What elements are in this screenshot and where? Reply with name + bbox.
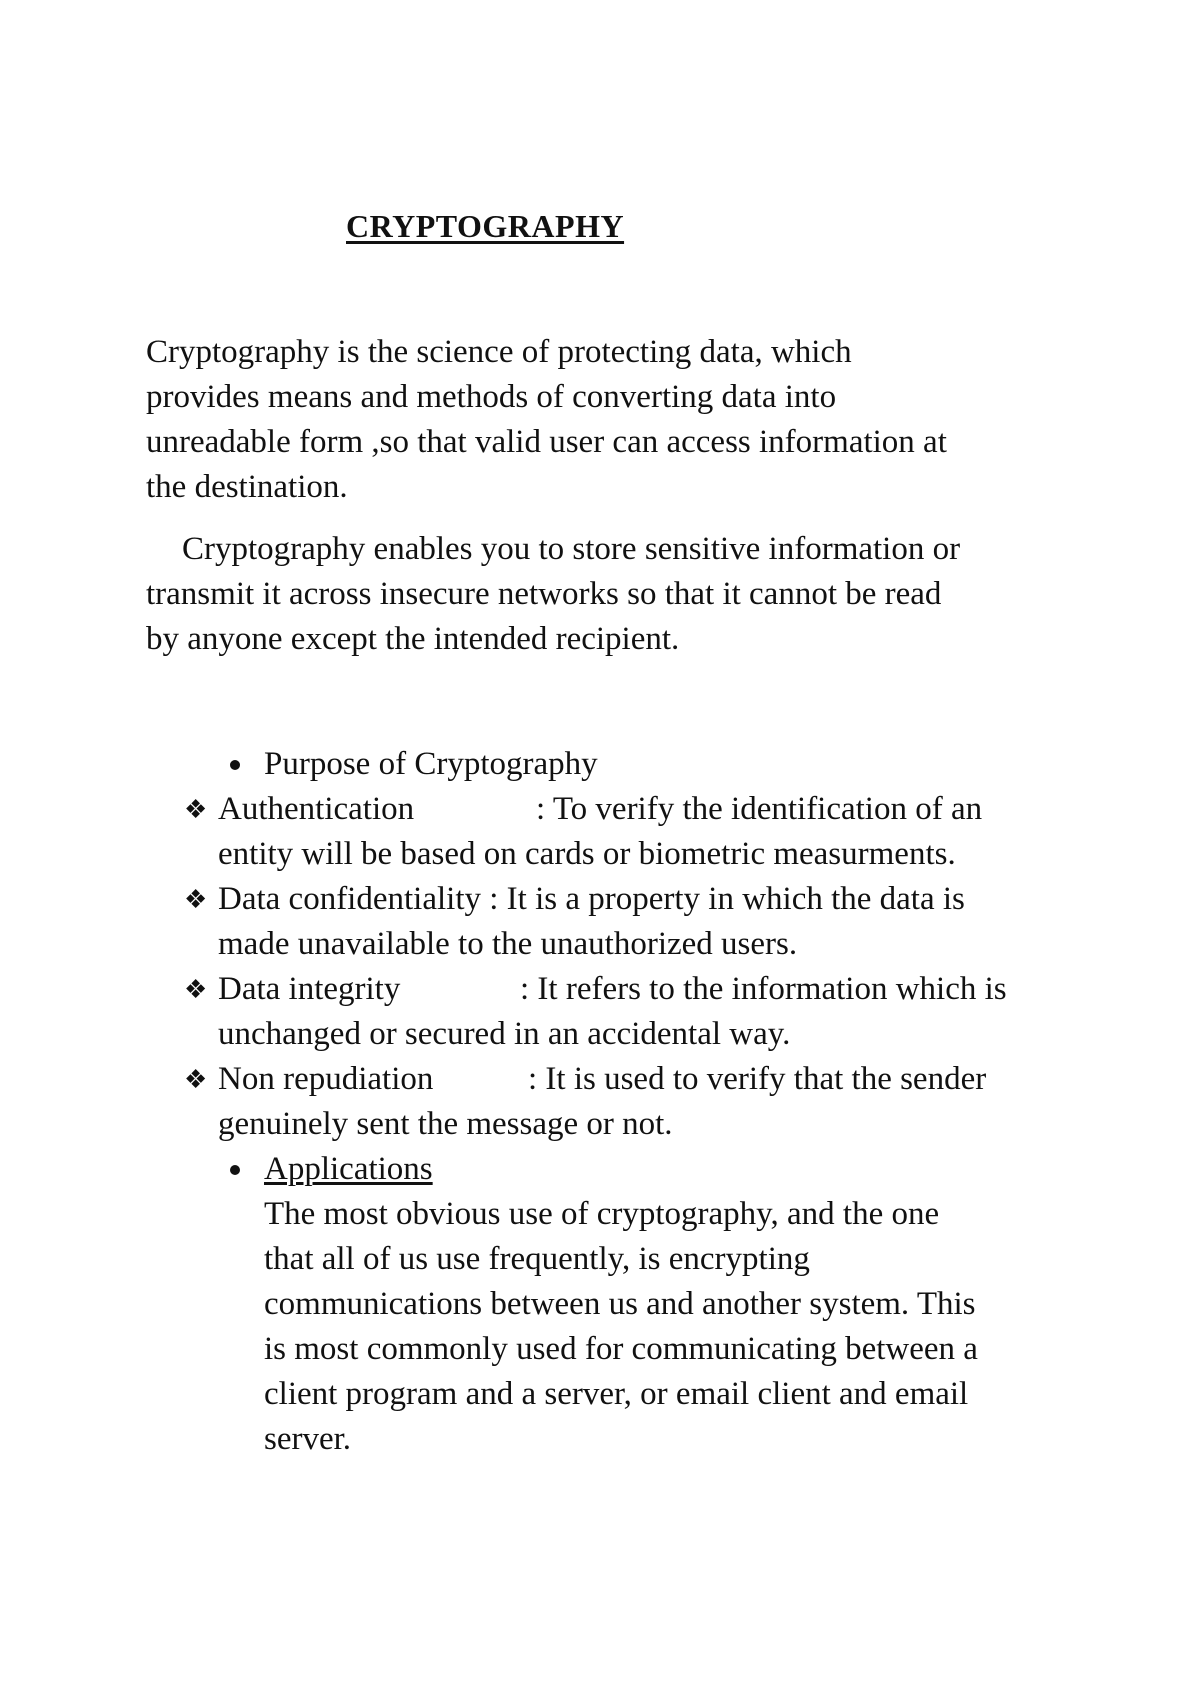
diamond-bullet-icon: ❖ (184, 975, 208, 1004)
intro-line: provides means and methods of converting data into (146, 379, 837, 415)
purpose-term: Authentication (218, 791, 415, 827)
bullet-icon (230, 1165, 240, 1175)
page-title: CRYPTOGRAPHY (346, 208, 625, 244)
applications-paragraph (264, 1192, 978, 1462)
second-paragraph-line: transmit it across insecure networks so that it cannot be read (146, 576, 942, 612)
purpose-description: : It is a property in which the data is (481, 881, 965, 917)
intro-line: Cryptography is the science of protecting data, which (146, 334, 852, 370)
diamond-bullet-icon: ❖ (184, 795, 208, 824)
diamond-bullet-icon: ❖ (184, 1065, 208, 1094)
purpose-item-data-integrity (218, 967, 1007, 1057)
purpose-description: unchanged or secured in an accidental way. (218, 1016, 791, 1052)
bullet-icon (230, 760, 240, 770)
second-paragraph (146, 527, 1076, 662)
applications-line: communications between us and another system. This (264, 1286, 976, 1322)
purpose-term: Non repudiation (218, 1061, 434, 1097)
purpose-description: : It is used to verify that the sender (528, 1061, 987, 1097)
second-paragraph-line: by anyone except the intended recipient. (146, 621, 680, 657)
intro-line: the destination. (146, 469, 348, 505)
second-paragraph-line: Cryptography enables you to store sensitive information or (182, 531, 961, 567)
intro-line: unreadable form ,so that valid user can access information at (146, 424, 947, 460)
purpose-term: Data confidentiality (218, 881, 481, 917)
applications-line: that all of us use frequently, is encrypting (264, 1241, 810, 1277)
purpose-description: : To verify the identification of an (536, 791, 983, 827)
purpose-description: entity will be based on cards or biometric measurments. (218, 836, 956, 872)
purpose-description: made unavailable to the unauthorized users. (218, 926, 798, 962)
applications-line: client program and a server, or email client and email (264, 1376, 969, 1412)
purpose-heading: Purpose of Cryptography (264, 746, 598, 782)
applications-heading: Applications (264, 1151, 433, 1187)
purpose-term: Data integrity (218, 971, 401, 1007)
purpose-description: : It refers to the information which is (520, 971, 1007, 1007)
applications-line: server. (264, 1421, 352, 1457)
diamond-bullet-icon: ❖ (184, 885, 208, 914)
intro-paragraph (146, 330, 1076, 510)
purpose-description: genuinely sent the message or not. (218, 1106, 673, 1142)
applications-line: The most obvious use of cryptography, and the one (264, 1196, 940, 1232)
purpose-item-data-confidentiality (218, 877, 965, 967)
applications-line: is most commonly used for communicating between a (264, 1331, 978, 1367)
purpose-item-non-repudiation (218, 1057, 986, 1147)
purpose-item-authentication (218, 787, 982, 877)
